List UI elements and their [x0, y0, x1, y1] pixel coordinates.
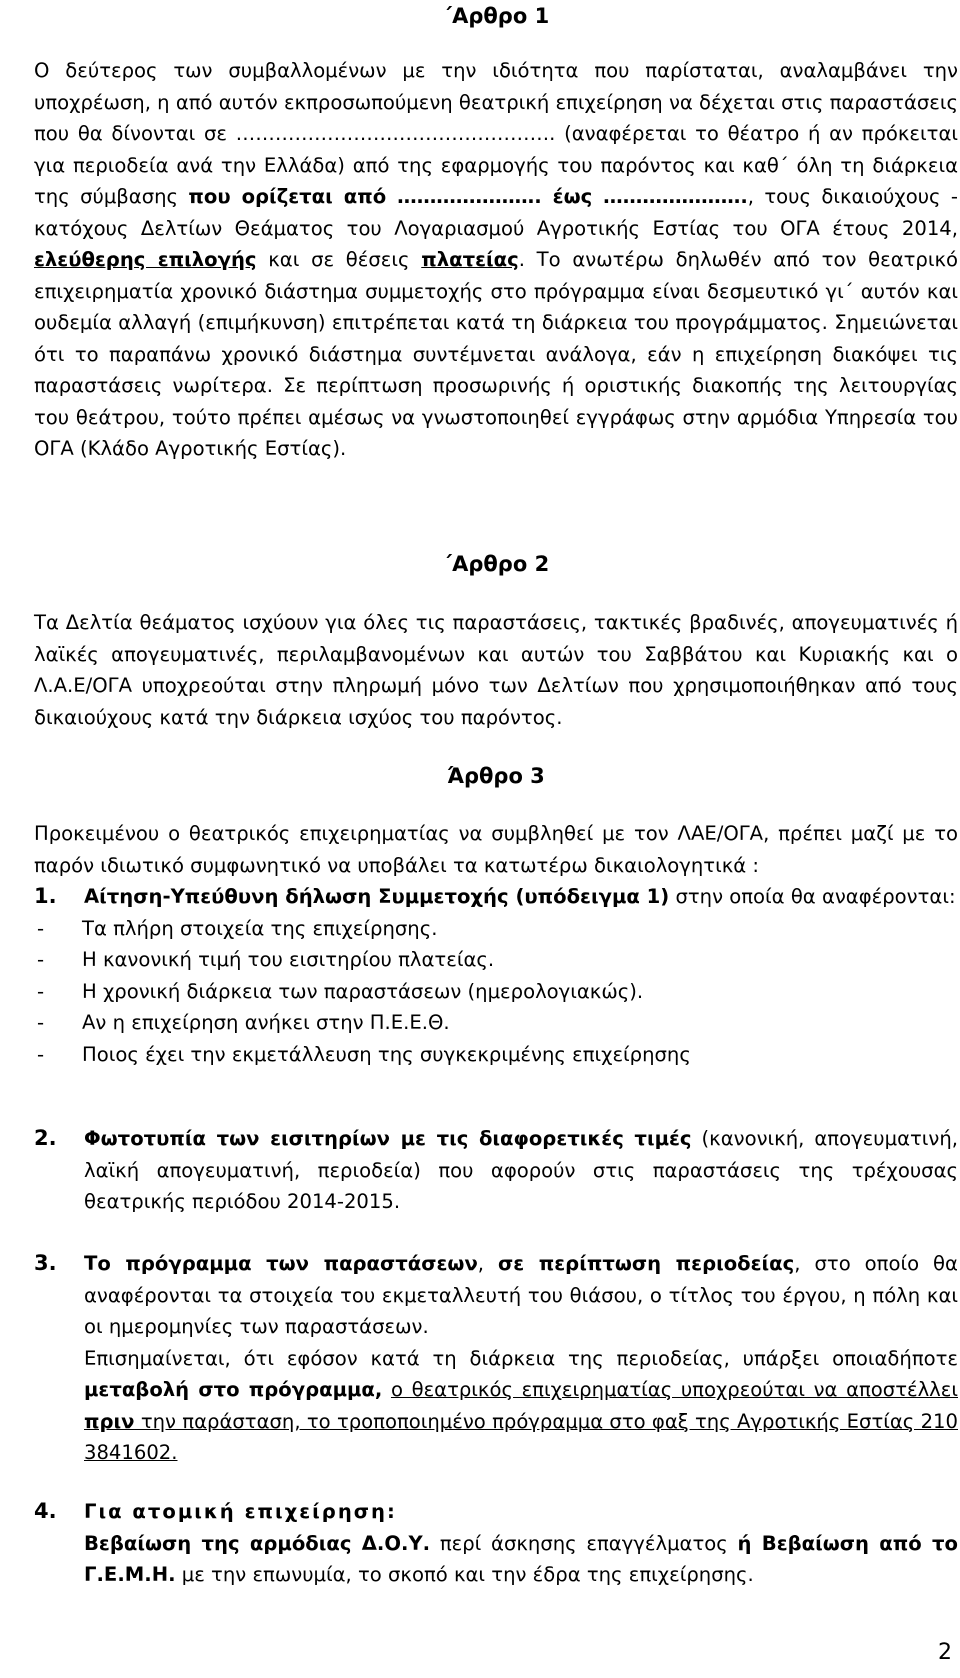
item-rest: με την επωνυμία, το σκοπό και την έδρα της επιχείρησης.: [175, 1563, 754, 1586]
bullet-text: Αν η επιχείρηση ανήκει στην Π.Ε.Ε.Θ.: [82, 1011, 450, 1034]
requirement-1: [34, 881, 958, 1070]
item-rest: , στο οποίο θα αναφέρονται τα στοιχεία του εκμεταλλευτή του θιάσου, ο τίτλος του έργου, η πόλη και οι ημερομηνίες των παραστάσεων.: [84, 1252, 958, 1338]
item-text: [84, 1528, 958, 1591]
item-number: 1.: [34, 884, 57, 908]
item-title: Βεβαίωση της αρμόδιας Δ.Ο.Υ.: [84, 1531, 431, 1555]
item-note: [84, 1343, 958, 1469]
note-underlined: την παράσταση, το τροποποιημένο πρόγραμμα στο φαξ της Αγροτικής Εστίας 210 3841602.: [84, 1409, 958, 1464]
note-bold: μεταβολή στο πρόγραμμα,: [84, 1378, 383, 1401]
item-text: [84, 1248, 958, 1343]
item-rest: περί άσκησης επαγγέλματος: [430, 1531, 738, 1555]
note-underlined: ο θεατρικός επιχειρηματίας υποχρεούται να αποστέλλει: [390, 1378, 958, 1401]
dash-marker: -: [37, 979, 45, 1003]
item-rest: στην οποία θα αναφέρονται:: [669, 885, 956, 908]
article-1-text-part: . Το ανωτέρω δηλωθέν από τον θεατρικό επιχειρηματία χρονικό διάστημα συμμετοχής στο πρόγραμμα είναι δεσμευτικό γι΄ αυτόν και ουδεμία αλλαγή (επιμήκυνση) επιτρέπεται κατά τη διάρκεια του προγράμματος. Σημειώνεται ότι το παραπάνω χρονικό διάστημα συντέμνεται ανάλογα, εάν η επιχείρηση διακόψει τις παραστάσεις νωρίτερα. Σε περίπτωση προσωρινής ή οριστικής διακοπής της λειτουργίας του θεάτρου, τούτο πρέπει αμέσως να γνωστοποιηθεί εγγράφως στην αρμόδια Υπηρεσία του ΟΓΑ (Κλάδο Αγροτικής Εστίας).: [34, 248, 959, 460]
bullet-text: Ποιος έχει την εκμετάλλευση της συγκεκριμένης επιχείρησης: [82, 1042, 691, 1066]
bullet-text: Τα πλήρη στοιχεία της επιχείρησης.: [82, 916, 438, 940]
article-1-text-part: και σε θέσεις: [256, 248, 422, 271]
bullet-text: Η χρονική διάρκεια των παραστάσεων (ημερολογιακώς).: [82, 979, 644, 1003]
stalls-seats: πλατείας: [421, 248, 519, 271]
article-2-text: Τα Δελτία θεάματος ισχύουν για όλες τις παραστάσεις, τακτικές βραδινές, απογευματινές ή λαϊκές απογευματινές, περιλαμβανομένων και αυτών του Σαββάτου και Κυριακής και ο Λ.Α.Ε/ΟΓΑ υποχρεούται στην πληρωμή μόνο των Δελτίων που χρησιμοποιήθηκαν από τους δικαιούχους κατά την διάρκεια ισχύος του παρόντος.: [34, 611, 958, 729]
contract-period: που ορίζεται από …………………. έως ………………….: [188, 185, 748, 208]
item-number: 4.: [34, 1499, 57, 1523]
requirement-4: [34, 1496, 958, 1591]
page-number: 2: [938, 1640, 952, 1665]
article-3-intro: Προκειμένου ο θεατρικός επιχειρηματίας να συμβληθεί με τον ΛΑΕ/ΟΓΑ, πρέπει μαζί με το παρόν ιδιωτικό συμφωνητικό να υποβάλει τα κατωτέρω δικαιολογητικά :: [34, 822, 958, 877]
dash-marker: -: [37, 1011, 45, 1034]
item-title: ή Βεβαίωση από το Γ.Ε.Μ.Η.: [84, 1531, 958, 1586]
item-title: Φωτοτυπία των εισιτηρίων με τις διαφορετικές τιμές: [84, 1127, 692, 1150]
note-text: Επισημαίνεται, ότι εφόσον κατά τη διάρκεια της περιοδείας, υπάρξει οποιαδήποτε: [84, 1346, 958, 1370]
bullet-item: [34, 913, 958, 945]
requirement-3: [34, 1248, 958, 1469]
requirement-2: [34, 1123, 958, 1218]
free-choice: ελεύθερης επιλογής: [34, 248, 257, 271]
bullet-item: [34, 976, 958, 1008]
item-rest: (κανονική, απογευματινή, λαϊκή απογευματινή, περιοδεία) που αφορούν στις παραστάσεις της τρέχουσας θεατρικής περιόδου 2014-2015.: [84, 1127, 958, 1213]
item-title: Αίτηση-Υπεύθυνη δήλωση Συμμετοχής (υπόδειγμα 1): [84, 885, 670, 908]
item-text: [84, 881, 958, 913]
bullet-text: Η κανονική τιμή του εισιτηρίου πλατείας.: [82, 948, 495, 971]
item-rest: ,: [477, 1252, 499, 1275]
item-text: [84, 1123, 958, 1218]
item-number: 2.: [34, 1126, 57, 1150]
article-1-text: [34, 55, 958, 465]
dash-marker: -: [37, 916, 45, 940]
bullet-item: [34, 944, 958, 976]
item-heading: Για ατομική επιχείρηση:: [84, 1500, 397, 1523]
article-3-heading: Άρθρο 3: [447, 764, 545, 788]
bullet-item: [34, 1007, 958, 1039]
article-2-heading: ΄Αρθρο 2: [442, 552, 550, 576]
article-1-text-part: Ο δεύτερος των συμβαλλομένων με την ιδιότητα που παρίσταται, αναλαμβάνει την υποχρέωση, η από αυτόν εκπροσωπούμενη θεατρική επιχείρηση να δέχεται στις παραστάσεις που θα δίνονται σε …………………………………………. (αναφέρεται το θέατρο ή αν πρόκειται για περιοδεία ανά την Ελλάδα) από της εφαρμογής του παρόντος και καθ΄ όλη τη διάρκεια της σύμβασης: [34, 59, 958, 208]
dash-marker: -: [37, 1042, 45, 1066]
dash-marker: -: [37, 948, 45, 971]
article-1-text-part: , τους δικαιούχους - κατόχους Δελτίων Θεάματος του Λογαριασμού Αγροτικής Εστίας του ΟΓΑ έτους 2014,: [34, 185, 958, 240]
item-title: Το πρόγραμμα των παραστάσεων: [84, 1252, 478, 1275]
bullet-item: [34, 1039, 958, 1071]
item-title: σε περίπτωση περιοδείας: [498, 1252, 795, 1275]
note-bold-underlined: πριν: [84, 1409, 135, 1433]
article-1-heading: ΄Αρθρο 1: [442, 4, 550, 28]
item-number: 3.: [34, 1251, 57, 1275]
